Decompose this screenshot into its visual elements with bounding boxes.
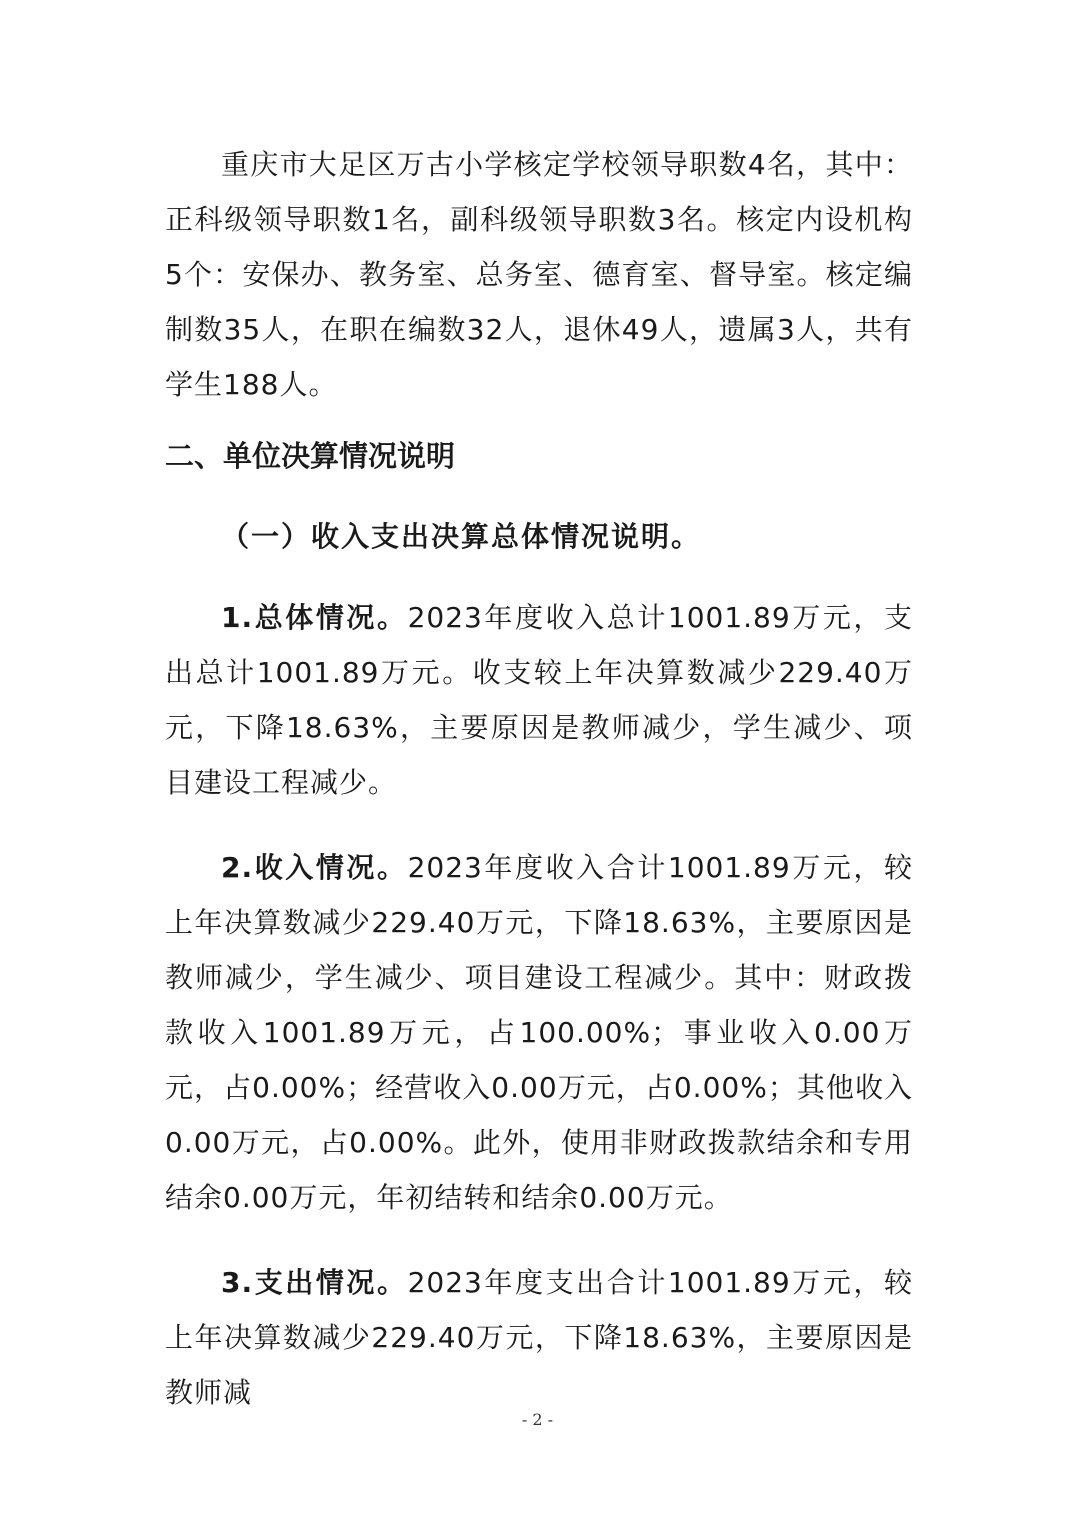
income-body: 2023年度收入合计1001.89万元，较上年决算数减少229.40万元，下降18.63%，主要原因是教师减少，学生减少、项目建设工程减少。其中：财政拨款收入1001.89万元，占100.00%；事业收入0.00万元，占0.00%；经营收入0.00万元，占0.00%；其他收入0.00万元，占0.00%。此外，使用非财政拨款结余和专用结余0.00万元，年初结转和结余0.00万元。 [165,851,913,1214]
income-lead: 2.收入情况。 [221,851,408,884]
overall-paragraph [165,590,913,810]
expense-paragraph [165,1255,913,1420]
section-heading: 二、单位决算情况说明 [165,439,456,473]
expense-body: 2023年度支出合计1001.89万元，较上年决算数减少229.40万元，下降18.63%，主要原因是教师减 [165,1266,913,1409]
section-subheading: （一）收入支出决算总体情况说明。 [221,520,702,553]
overall-lead: 1.总体情况。 [221,601,408,634]
page-number: - 2 - [521,1410,554,1429]
expense-lead: 3.支出情况。 [221,1266,408,1299]
income-paragraph [165,840,913,1225]
overall-body: 2023年度收入总计1001.89万元，支出总计1001.89万元。收支较上年决算数减少229.40万元，下降18.63%，主要原因是教师减少，学生减少、项目建设工程减少。 [165,601,913,799]
intro-paragraph: 重庆市大足区万古小学核定学校领导职数4名，其中：正科级领导职数1名，副科级领导职数3名。核定内设机构5个：安保办、教务室、总务室、德育室、督导室。核定编制数35人，在职在编数32人，退休49人，遗属3人，共有学生188人。 [165,148,913,401]
